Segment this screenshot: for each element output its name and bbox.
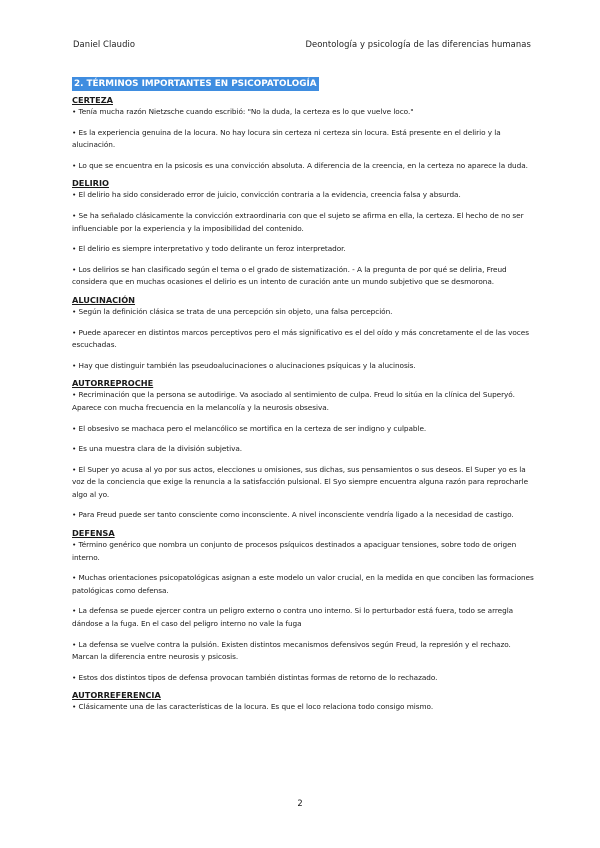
section-title: 2. TÉRMINOS IMPORTANTES EN PSICOPATOLOGÍA [74,79,317,89]
term-paragraph: • Lo que se encuentra en la psicosis es una convicción absoluta. A diferencia de la creencia, en la certeza no aparece la duda. [72,160,528,170]
document-body [72,71,534,720]
term-section-defensa [72,528,534,684]
term-section-alucinación [72,295,534,372]
term-section-delirio [72,178,534,289]
term-heading: AUTORREFERENCIA [72,690,161,701]
term-paragraph: • La defensa se puede ejercer contra un peligro externo o contra uno interno. Si lo perturbador está fuera, todo se arregla dándose a la fuga. En el caso del peligro interno no vale la fuga [72,606,514,629]
term-heading: CERTEZA [72,95,113,105]
term-paragraph: • Los delirios se han clasificado según el tema o el grado de sistematización. - A la pregunta de por qué se deliria, Freud considera que en muchas ocasiones el delirio es un intento de curación ante un mundo subjetivo que se desmorona. [72,264,507,287]
page-number: 2 [297,798,303,808]
term-heading: DEFENSA [72,528,115,539]
term-section-autorreferencia [72,690,534,714]
term-section-autorreproche [72,378,534,522]
term-paragraph: • Es la experiencia genuina de la locura. No hay locura sin certeza ni certeza sin locura. Está presente en el delirio y la alucinación. [72,127,501,150]
term-paragraph: • Estos dos distintos tipos de defensa provocan también distintas formas de retorno de lo rechazado. [72,672,438,682]
term-paragraph: • El delirio es siempre interpretativo y todo delirante un feroz interpretador. [72,244,346,254]
term-paragraph: • Término genérico que nombra un conjunto de procesos psíquicos destinados a apaciguar tensiones, sobre todo de origen interno. [72,540,517,562]
term-paragraph: • Puede aparecer en distintos marcos perceptivos pero el más significativo es el del oído y más concretamente el de las voces escuchadas. [72,327,529,350]
term-paragraph: • El obsesivo se machaca pero el melancólico se mortifica en la certeza de ser indigno y culpable. [72,423,427,433]
term-paragraph: • Para Freud puede ser tanto consciente como inconsciente. A nivel inconsciente vendría ligado a la necesidad de castigo. [72,510,514,520]
term-paragraph: • Según la definición clásica se trata de una percepción sin objeto, una falsa percepción. [72,306,393,316]
header-course-title: Deontología y psicología de las diferencias humanas [305,39,531,49]
term-paragraph: • Clásicamente una de las características de la locura. Es que el loco relaciona todo consigo mismo. [72,702,434,712]
term-paragraph: • Tenía mucha razón Nietzsche cuando escribió: "No la duda, la certeza es lo que vuelve loco." [72,107,414,116]
term-paragraph: • Es una muestra clara de la división subjetiva. [72,444,243,454]
term-paragraph: • Recriminación que la persona se autodirige. Va asociado al sentimiento de culpa. Freud lo sitúa en la clínica del Superyó. Aparece con mucha frecuencia en la melancolía y la neurosis obsesiva. [72,390,515,412]
term-section-certeza [72,95,534,172]
term-paragraph: • Se ha señalado clásicamente la convicción extraordinaria con que el sujeto se afirma en ella, la certeza. El hecho de no ser influenciable por la experiencia y la imposibilidad del contenido. [72,210,524,233]
term-heading: ALUCINACIÓN [72,294,136,305]
term-paragraph: • La defensa se vuelve contra la pulsión. Existen distintos mecanismos defensivos según Freud, la represión y el rechazo. Marcan la diferencia entre neurosis y psicosis. [72,639,511,662]
term-paragraph: • El delirio ha sido considerado error de juicio, convicción contraria a la evidencia, creencia falsa y absurda. [72,190,461,200]
term-paragraph: • Hay que distinguir también las pseudoalucinaciones o alucinaciones psíquicas y la alucinosis. [72,360,416,370]
header-author: Daniel Claudio [73,39,136,49]
term-paragraph: • El Super yo acusa al yo por sus actos, elecciones u omisiones, sus dichas, sus pensamientos o sus deseos. El Super yo es la voz de la conciencia que exige la renuncia a la satisfacción pulsional. El Syo siempre encuentra alguna razón para reprocharle algo al yo. [72,464,529,499]
term-paragraph: • Muchas orientaciones psicopatológicas asignan a este modelo un valor crucial, en la medida en que conciben las formaciones patológicas como defensa. [72,573,534,595]
term-heading: DELIRIO [72,178,109,189]
terms-list [72,95,534,714]
term-heading: AUTORREPROCHE [72,378,154,389]
